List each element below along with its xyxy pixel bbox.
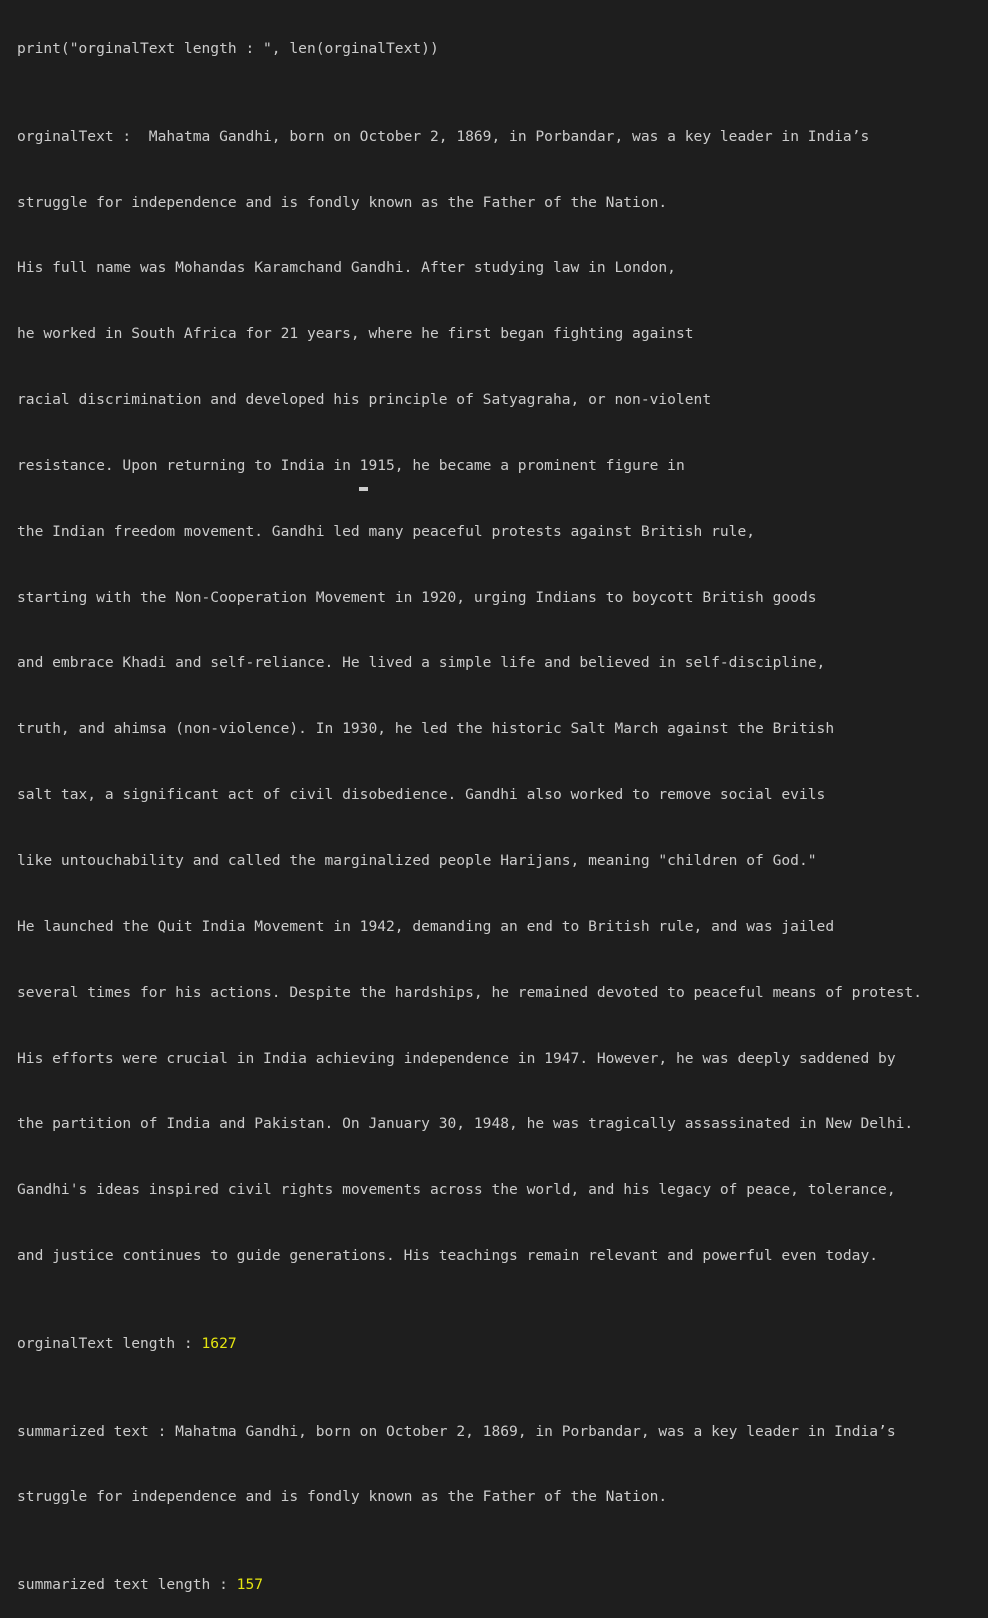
terminal-line xyxy=(0,1421,988,1443)
terminal-cursor xyxy=(359,487,368,491)
original-text-line: he worked in South Africa for 21 years, where he first began fighting against xyxy=(17,325,694,343)
original-text-line: salt tax, a significant act of civil disobedience. Gandhi also worked to remove social evils xyxy=(17,786,826,804)
original-text-line: racial discrimination and developed his principle of Satyagraha, or non-violent xyxy=(17,391,712,409)
original-text-line: struggle for independence and is fondly known as the Father of the Nation. xyxy=(17,193,668,211)
summarized-length-value: 157 xyxy=(236,1576,264,1594)
original-text-line: starting with the Non-Cooperation Movement in 1920, urging Indians to boycott British goods xyxy=(17,588,817,606)
summarized-text-line: struggle for independence and is fondly known as the Father of the Nation. xyxy=(17,1488,668,1506)
original-length-line xyxy=(0,1333,988,1355)
summarized-text-label: summarized text : xyxy=(17,1422,176,1440)
previous-command-partial: print("orginalText length : ", len(orginalText)) xyxy=(17,39,439,57)
original-text-line: and embrace Khadi and self-reliance. He lived a simple life and believed in self-discipline, xyxy=(17,654,826,672)
summarized-text-line: Mahatma Gandhi, born on October 2, 1869, in Porbandar, was a key leader in India’s xyxy=(175,1422,896,1440)
original-text-line: resistance. Upon returning to India in 1915, he became a prominent figure in xyxy=(17,456,685,474)
original-text-line: Gandhi's ideas inspired civil rights movements across the world, and his legacy of peace, tolerance, xyxy=(17,1181,896,1199)
original-text-line: like untouchability and called the marginalized people Harijans, meaning "children of God." xyxy=(17,851,817,869)
original-text-line: several times for his actions. Despite the hardships, he remained devoted to peaceful means of protest. xyxy=(17,983,922,1001)
original-length-label: orginalText length : xyxy=(17,1334,202,1352)
original-text-label: orginalText : xyxy=(17,127,149,145)
terminal-line-clipped xyxy=(0,38,988,60)
original-text-line: truth, and ahimsa (non-violence). In 1930, he led the historic Salt March against the British xyxy=(17,720,835,738)
original-text-line: His full name was Mohandas Karamchand Gandhi. After studying law in London, xyxy=(17,259,676,277)
original-text-line: His efforts were crucial in India achieving independence in 1947. However, he was deeply saddened by xyxy=(17,1049,896,1067)
original-length-value: 1627 xyxy=(201,1334,237,1352)
original-text-line: Mahatma Gandhi, born on October 2, 1869, in Porbandar, was a key leader in India’s xyxy=(148,127,870,145)
original-text-line: He launched the Quit India Movement in 1942, demanding an end to British rule, and was jailed xyxy=(17,917,835,935)
original-text-line: the partition of India and Pakistan. On January 30, 1948, he was tragically assassinated in New Delhi. xyxy=(17,1115,914,1133)
original-text-line: and justice continues to guide generations. His teachings remain relevant and powerful even today. xyxy=(17,1247,879,1265)
terminal-line xyxy=(0,126,988,148)
original-text-line: the Indian freedom movement. Gandhi led many peaceful protests against British rule, xyxy=(17,522,756,540)
summarized-length-label: summarized text length : xyxy=(17,1576,237,1594)
summarized-length-line xyxy=(0,1574,988,1596)
